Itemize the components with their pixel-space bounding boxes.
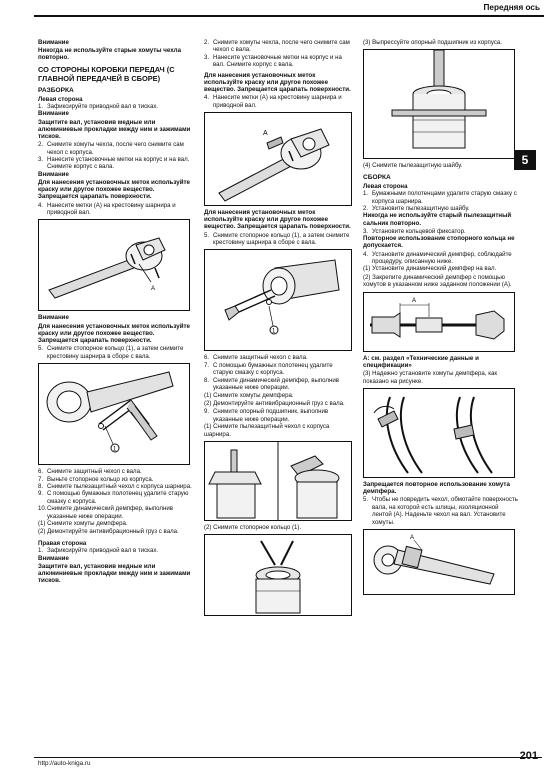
sub-item: (1) Снимите хомуты демпфера. — [38, 519, 128, 527]
sub-item: (3) Выпрессуйте опорный подшипник из корпуса. — [363, 39, 502, 46]
item-text: Снимите пылезащитный чехол с корпуса шарнира. — [47, 482, 192, 490]
item-number: 7. — [204, 361, 210, 369]
fig-label: A — [412, 297, 417, 304]
list-item — [204, 39, 354, 54]
figure-snap-ring-2 — [204, 249, 352, 351]
figure-damper-position — [363, 292, 515, 352]
fig-label: 1 — [113, 446, 117, 453]
item-text: С помощью бумажных полотенец удалите старую смазку с корпуса. — [47, 490, 189, 505]
item-text: Снимите хомуты чехла, после чего снимите сам чехол с вала. — [213, 39, 350, 54]
figure-snap-ring-pliers — [204, 534, 352, 616]
item-text: Снимите защитный чехол с вала. — [47, 468, 142, 476]
shaft-marks-illustration — [205, 113, 351, 205]
item-number: 9. — [38, 490, 44, 498]
fig-label: A — [263, 130, 268, 138]
list-item — [38, 476, 194, 483]
press-bearing-illustration — [364, 50, 514, 158]
figure-snap-ring — [38, 363, 190, 465]
column-3 — [363, 39, 518, 598]
item-number: 6. — [38, 468, 44, 476]
figure-shaft-marks — [38, 219, 190, 311]
warning-text: Для нанесения установочных меток используйте краску или другое похожее вещество. Запрещается царапать поверхности. — [38, 322, 190, 345]
list-item — [363, 496, 518, 526]
item-text: Установите динамический демпфер, соблюдайте процедуру, описанную ниже. — [372, 250, 512, 266]
item-text: Чтобы не повредить чехол, обмотайте поверхность вала, на которой есть шлицы, изоляционной лентой (А). Наденьте чехол на вал. Установите хомуты. — [372, 496, 518, 526]
item-number: 4. — [38, 201, 44, 209]
warning-text: Никогда не используйте старый пылезащитный сальник повторно. — [363, 212, 512, 227]
list-item — [204, 362, 354, 377]
item-number: 4. — [204, 94, 210, 102]
list-item — [38, 141, 194, 156]
item-text: Нанесите метки (А) на крестовину шарнира и приводной вал. — [47, 201, 176, 217]
item-number: 3. — [363, 227, 369, 235]
list-item — [38, 103, 194, 110]
list-item — [363, 251, 518, 266]
item-text: Установите пылезащитную шайбу. — [372, 205, 470, 213]
damper-position-illustration — [364, 293, 514, 351]
item-text: Нанесите метки (А) на крестовину шарнира и приводной вал. — [213, 94, 342, 109]
item-text: Снимите стопорное кольцо (1), а затем снимите крестовину шарнира в сборе с вала. — [47, 345, 184, 360]
item-number: 1. — [38, 547, 44, 555]
list-item — [38, 483, 194, 490]
warning-title: Внимание — [38, 314, 69, 322]
warning-title: Внимание — [38, 110, 69, 118]
item-number: 3. — [204, 53, 210, 61]
chapter-tab: 5 — [514, 150, 536, 170]
list-item — [204, 408, 354, 423]
item-number: 7. — [38, 475, 44, 483]
side-heading: Правая сторона — [38, 539, 87, 547]
column-1 — [38, 39, 194, 585]
shaft-marks-illustration — [39, 220, 189, 310]
item-text: Нанесите установочные метки на корпус и на вал. Снимите корпус с вала. — [213, 53, 342, 69]
warning-title: Внимание — [38, 170, 69, 178]
item-text: Установите кольцевой фиксатор. — [372, 227, 466, 235]
sub-item: (1) Снимите пылезащитный чехол с корпуса шарнира. — [204, 423, 330, 438]
sub-item: (2) Закрепите динамический демпфер с помощью хомутов в указанном ниже заданном положении (А). — [363, 273, 512, 289]
subsection-title: СБОРКА — [363, 173, 391, 181]
bearing-removal-illustration — [205, 442, 351, 520]
item-number: 5. — [204, 231, 210, 239]
figure-damper-clamp — [363, 388, 515, 478]
side-heading: Левая сторона — [38, 95, 83, 103]
list-item — [38, 468, 194, 475]
item-text: Бумажными полотенцами удалите старую смазку с корпуса шарнира. — [372, 190, 517, 205]
list-item — [363, 190, 518, 205]
warning-text: Для нанесения установочных меток используйте краску или другое похожее вещество. Запрещается царапать поверхности. — [204, 209, 351, 231]
warning-text: Защитите вал, установив медные или алюминиевые прокладки между ним и зажимами тисков. — [38, 118, 191, 141]
fig-label: A — [151, 286, 156, 293]
item-text: Снимите опорный подшипник, выполнив указанные ниже операции. — [213, 408, 329, 423]
item-number: 9. — [204, 408, 210, 416]
item-text: Выньте стопорное кольцо из корпуса. — [47, 475, 154, 483]
snap-ring-illustration — [39, 364, 189, 464]
page-header-title: Передняя ось — [483, 3, 540, 12]
warning-text: Никогда не используйте старые хомуты чехла повторно. — [38, 47, 182, 62]
figure-press-bearing — [363, 49, 515, 159]
item-text: Снимите стопорное кольцо (1), а затем снимите крестовину шарнира в сборе с вала. — [213, 231, 350, 247]
warning-title: Внимание — [38, 39, 69, 46]
item-number: 3. — [38, 156, 44, 164]
sub-item: (3) Надежно установите хомуты демпфера, как показано на рисунке. — [363, 370, 498, 385]
figure-shaft-marks-2 — [204, 112, 352, 206]
list-item — [363, 205, 518, 212]
item-text: Снимите динамический демпфер, выполнив указанные ниже операции. — [213, 376, 339, 392]
section-title: СО СТОРОНЫ КОРОБКИ ПЕРЕДАЧ (С ГЛАВНОЙ ПЕРЕДАЧЕЙ В СБОРЕ) — [38, 64, 175, 83]
item-number: 2. — [38, 141, 44, 149]
item-number: 1. — [363, 190, 369, 198]
note-text: А: см. раздел «Технические данные и спецификации» — [363, 354, 479, 369]
list-item — [204, 232, 354, 247]
sub-item: (4) Снимите пылезащитную шайбу. — [363, 162, 463, 170]
tape-shaft-illustration — [364, 530, 514, 594]
side-heading: Левая сторона — [363, 182, 408, 190]
item-number: 2. — [204, 39, 210, 46]
item-number: 5. — [38, 345, 44, 353]
list-item — [204, 377, 354, 392]
item-text: Снимите хомуты чехла, после чего снимите сам чехол с корпуса. — [47, 141, 184, 156]
list-item — [204, 354, 354, 361]
sub-item: (2) Снимите стопорное кольцо (1). — [204, 523, 302, 531]
list-item — [38, 156, 194, 171]
list-item — [38, 547, 194, 554]
warning-text: Защитите вал, установив медные или алюминиевые прокладки между ним и зажимами тисков. — [38, 562, 191, 585]
item-number: 5. — [363, 496, 369, 504]
header-rule — [34, 15, 544, 17]
snap-ring-illustration — [205, 250, 351, 350]
warning-title: Внимание — [38, 554, 69, 562]
footer-url[interactable]: http://auto-kniga.ru — [38, 760, 91, 767]
list-item — [38, 345, 194, 360]
list-item — [204, 94, 354, 109]
sub-item: (2) Демонтируйте антивибрационный груз с вала. — [204, 399, 345, 407]
list-item — [204, 54, 354, 69]
damper-clamp-illustration — [364, 389, 514, 477]
list-item — [38, 505, 194, 520]
fig-label: A — [410, 534, 415, 541]
list-item — [38, 202, 194, 217]
item-number: 10. — [38, 505, 47, 513]
list-item — [38, 490, 194, 505]
warning-text: Для нанесения установочных меток используйте краску или другое похожее вещество. Запрещается царапать поверхности. — [204, 71, 351, 94]
warning-text: Повторное использование стопорного кольца не допускается. — [363, 235, 515, 250]
item-number: 4. — [363, 250, 369, 258]
item-text: С помощью бумажных полотенец удалите старую смазку с корпуса. — [213, 361, 333, 377]
list-item — [363, 228, 518, 235]
item-number: 8. — [38, 482, 44, 490]
sub-item: (1) Снимите хомуты демпфера. — [204, 391, 294, 399]
sub-item: (2) Демонтируйте антивибрационный груз с вала. — [38, 528, 179, 536]
figure-tape-shaft — [363, 529, 515, 595]
snap-ring-pliers-illustration — [205, 535, 351, 615]
page-number: 201 — [519, 750, 538, 762]
fig-label: 1 — [272, 328, 276, 335]
footer-rule — [34, 757, 542, 758]
subsection-title: РАЗБОРКА — [38, 86, 74, 94]
item-number: 1. — [38, 103, 44, 111]
warning-text: Запрещается повторное использование хомута демпфера. — [363, 480, 510, 496]
sub-item: (1) Установите динамический демпфер на вал. — [363, 265, 497, 273]
warning-text: Для нанесения установочных меток используйте краску или другое похожее вещество. Запрещается царапать поверхности. — [38, 179, 190, 201]
item-number: 8. — [204, 376, 210, 384]
item-number: 2. — [363, 205, 369, 213]
item-text: Зафиксируйте приводной вал в тисках. — [47, 547, 159, 555]
figure-bearing-pair — [204, 441, 352, 521]
item-number: 6. — [204, 354, 210, 362]
item-text: Снимите защитный чехол с вала. — [213, 354, 308, 362]
item-text: Снимите динамический демпфер, выполнив указанные ниже операции. — [47, 505, 173, 520]
item-text: Зафиксируйте приводной вал в тисках. — [47, 103, 159, 111]
column-2 — [204, 39, 354, 619]
item-text: Нанесите установочные метки на корпус и на вал. Снимите корпус с вала. — [47, 156, 190, 171]
